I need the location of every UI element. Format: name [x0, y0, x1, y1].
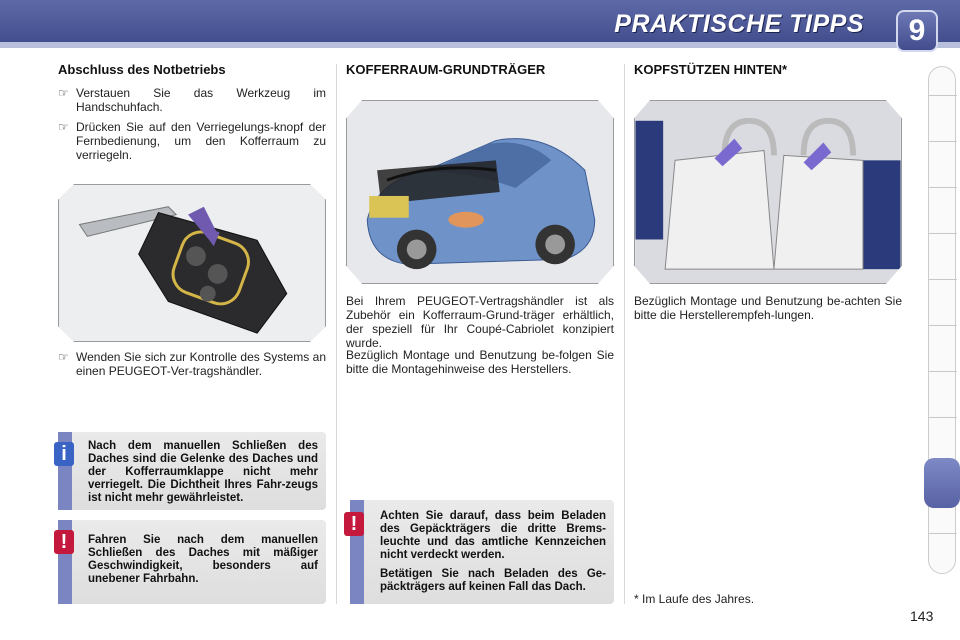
info-note	[58, 432, 326, 510]
bullet-item	[58, 86, 326, 114]
key-figure	[58, 184, 326, 342]
section-heading: Abschluss des Notbetriebs	[58, 62, 226, 77]
chapter-tab-divider	[929, 325, 957, 326]
warning-note	[350, 500, 614, 604]
chapter-badge: 9	[896, 10, 938, 52]
warning-note-text: Fahren Sie nach dem manuellen Schließen des Daches mit mäßiger Geschwindigkeit, besonders auf unebener Fahrbahn.	[88, 534, 318, 585]
body-paragraph: Bezüglich Montage und Benutzung be-folgen Sie bitte die Montagehinweise des Herstellers.	[346, 348, 614, 376]
chapter-tab-active[interactable]	[924, 458, 960, 508]
chapter-tab-divider	[929, 95, 957, 96]
car-luggage-rack-illustration	[347, 101, 613, 283]
bullet-text: Verstauen Sie das Werkzeug im Handschuhfach.	[76, 86, 326, 114]
info-icon: i	[54, 442, 74, 466]
pointing-hand-icon: ☞	[58, 120, 69, 134]
body-paragraph: Bezüglich Montage und Benutzung be-achten Sie bitte die Herstellerempfeh-lungen.	[634, 294, 902, 322]
chapter-tab-divider	[929, 233, 957, 234]
pointing-hand-icon: ☞	[58, 86, 69, 100]
column-divider	[336, 64, 337, 604]
header-bevel	[0, 42, 960, 48]
column-divider	[624, 64, 625, 604]
chapter-tab-divider	[929, 533, 957, 534]
bullet-item	[58, 120, 326, 162]
bullet-text: Drücken Sie auf den Verriegelungs-knopf der Fernbedienung, um den Kofferraum zu verriegeln.	[76, 120, 326, 162]
warning-icon: !	[54, 530, 74, 554]
chapter-tab-divider	[929, 371, 957, 372]
rear-headrests-illustration	[635, 101, 901, 283]
car-figure	[346, 100, 614, 284]
pointing-hand-icon: ☞	[58, 350, 69, 364]
section-heading: KOFFERRAUM-GRUNDTRÄGER	[346, 62, 546, 77]
warning-note-text: Betätigen Sie nach Beladen des Ge-päckträgers auf keinen Fall das Dach.	[380, 568, 606, 593]
chapter-tab-divider	[929, 417, 957, 418]
page-number: 143	[910, 608, 934, 624]
headrest-figure	[634, 100, 902, 284]
chapter-tab-divider	[929, 279, 957, 280]
bullet-text: Wenden Sie sich zur Kontrolle des Systems an einen PEUGEOT-Ver-tragshändler.	[76, 350, 326, 378]
info-note-text: Nach dem manuellen Schließen des Daches sind die Gelenke des Daches und der Kofferraumklappe nicht mehr verriegelt. Die Dichtheit Ihres Fahr-zeugs ist nicht mehr gewährleistet.	[88, 440, 318, 504]
chapter-tab-divider	[929, 141, 957, 142]
remote-key-illustration	[59, 185, 325, 341]
body-paragraph: Bei Ihrem PEUGEOT-Vertragshändler ist als Zubehör ein Kofferraum-Grund-träger erhältlich, der speziell für Ihr Coupé-Cabriolet konzipiert wurde.	[346, 294, 614, 350]
warning-note	[58, 520, 326, 604]
bullet-item	[58, 350, 326, 378]
warning-note-text: Achten Sie darauf, dass beim Beladen des Gepäckträgers die dritte Brems-leuchte und das amtliche Kennzeichen nicht verdeckt werden.	[380, 510, 606, 561]
chapter-tab-divider	[929, 187, 957, 188]
page-title: PRAKTISCHE TIPPS	[614, 10, 864, 38]
footnote: * Im Laufe des Jahres.	[634, 592, 755, 606]
section-heading: KOPFSTÜTZEN HINTEN*	[634, 62, 788, 77]
warning-icon: !	[344, 512, 364, 536]
